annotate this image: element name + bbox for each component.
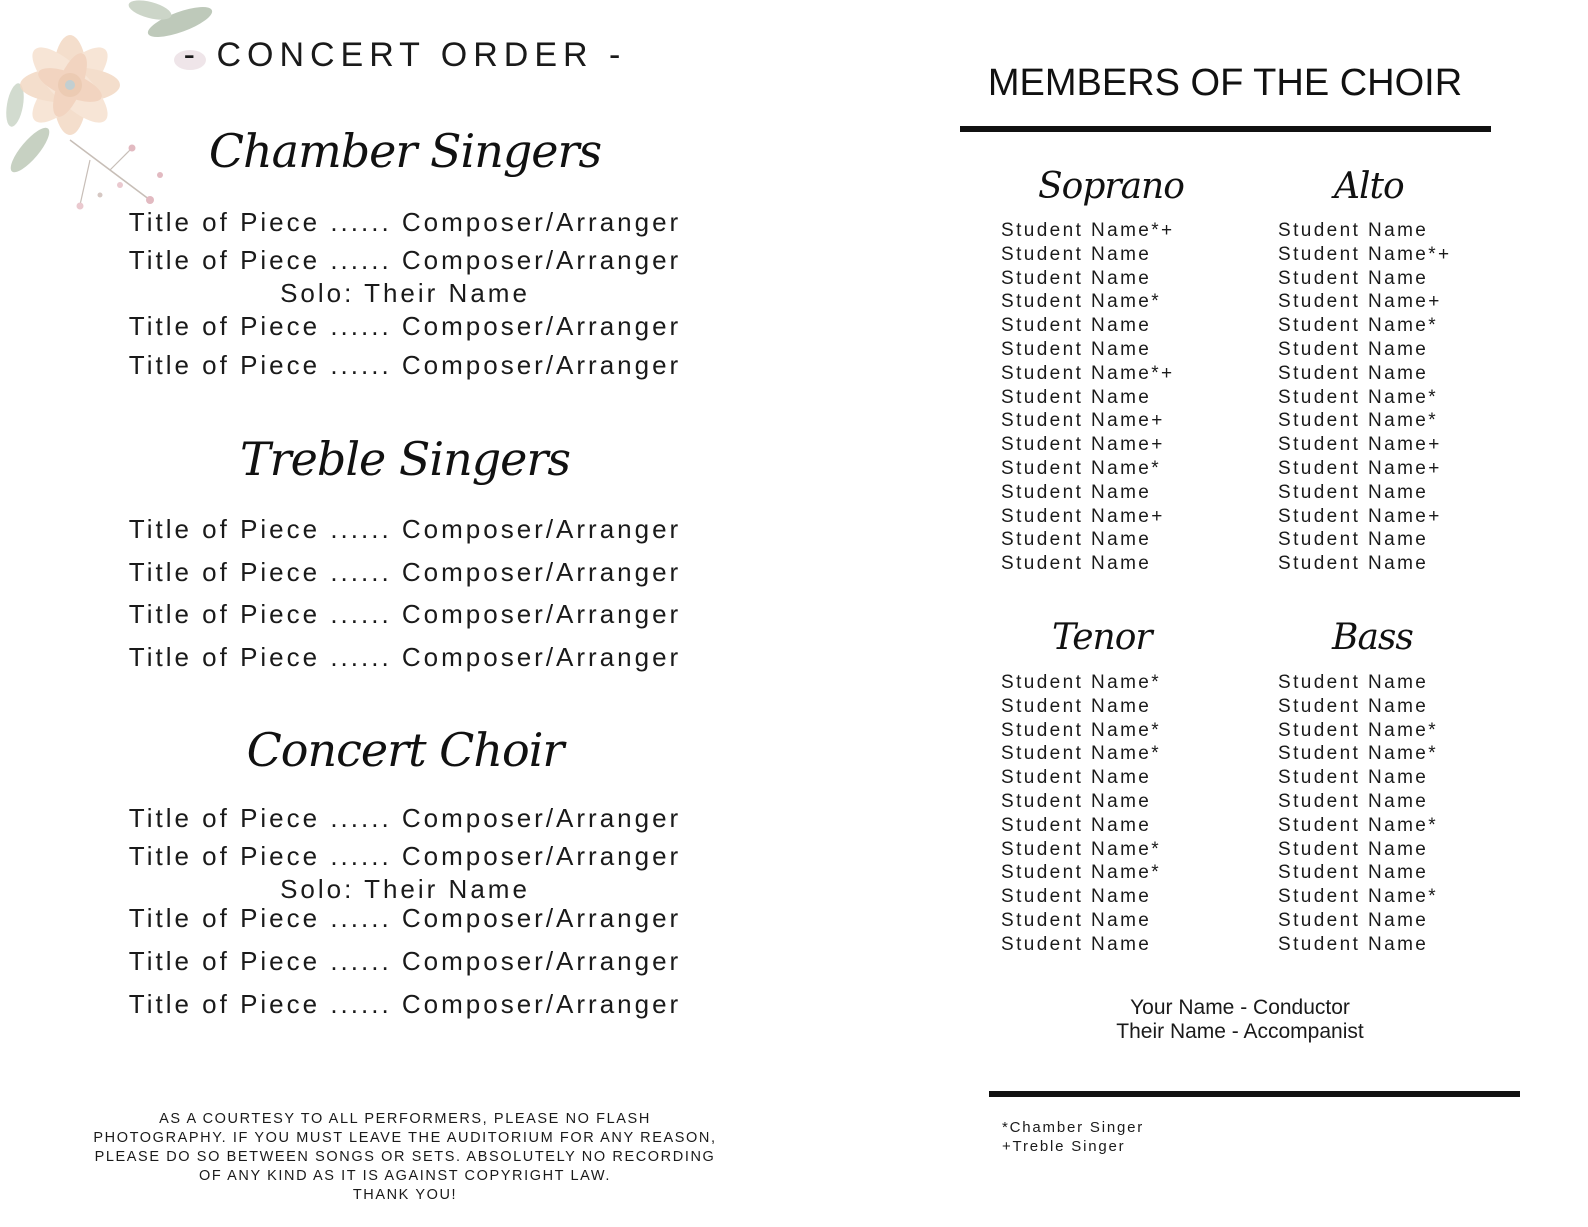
notice-line: THANK YOU! (352, 1187, 458, 1203)
tenor-list (1001, 671, 1161, 957)
section-heading: Treble Singers (239, 432, 570, 486)
student-name: Student Name (1001, 529, 1152, 551)
student-name: Student Name (1001, 315, 1152, 337)
student-name: Student Name (1001, 338, 1152, 360)
student-name: Student Name* (1278, 886, 1439, 908)
voice-heading-bass: Bass (1332, 617, 1413, 658)
student-name: Student Name+ (1001, 434, 1165, 456)
program-item: Title of Piece ...... Composer/Arranger (128, 350, 682, 380)
student-name: Student Name* (1001, 291, 1162, 313)
student-name: Student Name* (1001, 862, 1162, 884)
student-name: Student Name (1001, 909, 1152, 931)
title-divider (960, 126, 1491, 132)
notice-line: OF ANY KIND AS IT IS AGAINST COPYRIGHT LAW. (198, 1168, 612, 1184)
section-chamber-singers (0, 124, 810, 178)
student-name: Student Name+ (1278, 505, 1442, 527)
student-name: Student Name (1001, 553, 1152, 575)
student-name: Student Name (1001, 814, 1152, 836)
student-name: Student Name* (1001, 743, 1162, 765)
student-name: Student Name (1278, 529, 1429, 551)
student-name: Student Name (1278, 267, 1429, 289)
notice-line: PLEASE DO SO BETWEEN SONGS OR SETS. ABSOLUTELY NO RECORDING (94, 1149, 716, 1165)
student-name: Student Name* (1278, 743, 1439, 765)
program-item: Title of Piece ...... Composer/Arranger (128, 207, 682, 237)
student-name: Student Name (1278, 338, 1429, 360)
program-item: Title of Piece ...... Composer/Arranger (128, 642, 682, 672)
program-item: Title of Piece ...... Composer/Arranger (128, 946, 682, 976)
student-name: Student Name* (1001, 672, 1162, 693)
student-name: Student Name (1278, 672, 1429, 693)
student-name: Student Name (1278, 790, 1429, 812)
notice-line: AS A COURTESY TO ALL PERFORMERS, PLEASE NO FLASH (159, 1111, 651, 1127)
student-name: Student Name (1278, 362, 1429, 384)
student-name: Student Name+ (1001, 410, 1165, 432)
student-name: Student Name (1001, 767, 1152, 789)
student-name: Student Name* (1001, 457, 1162, 479)
student-name: Student Name (1001, 790, 1152, 812)
student-name: Student Name (1001, 386, 1152, 408)
section-heading: Chamber Singers (208, 124, 602, 178)
student-name: Student Name (1001, 267, 1152, 289)
program-item: Title of Piece ...... Composer/Arranger (128, 245, 682, 275)
student-name: Student Name (1278, 909, 1429, 931)
program-item: Title of Piece ...... Composer/Arranger (128, 557, 682, 587)
program-item: Title of Piece ...... Composer/Arranger (128, 311, 682, 341)
student-name: Student Name (1278, 695, 1429, 717)
section-treble-singers (0, 432, 810, 486)
program-item: Title of Piece ...... Composer/Arranger (128, 514, 682, 544)
conductor-credit: Your Name - Conductor (1130, 996, 1350, 1019)
members-title: MEMBERS OF THE CHOIR (987, 62, 1463, 104)
program-item: Title of Piece ...... Composer/Arranger (128, 903, 682, 933)
legend (1002, 1118, 1144, 1156)
student-name: Student Name*+ (1001, 362, 1175, 384)
section-heading: Concert Choir (246, 723, 564, 777)
student-name: Student Name (1278, 481, 1429, 503)
voice-heading-tenor: Tenor (1052, 617, 1152, 658)
section-concert-choir (0, 723, 810, 777)
student-name: Student Name (1001, 933, 1152, 955)
student-name: Student Name (1278, 933, 1429, 955)
program-item: Title of Piece ...... Composer/Arranger (128, 841, 682, 871)
legend-treble: +Treble Singer (1002, 1138, 1126, 1155)
footer-divider (989, 1091, 1520, 1097)
staff-credits (1000, 996, 1480, 1044)
accompanist-credit: Their Name - Accompanist (1116, 1020, 1364, 1043)
notice-line: PHOTOGRAPHY. IF YOU MUST LEAVE THE AUDITORIUM FOR ANY REASON, (93, 1130, 717, 1146)
student-name: Student Name*+ (1278, 243, 1452, 265)
voice-heading-soprano: Soprano (1038, 166, 1184, 207)
solo-credit: Solo: Their Name (280, 278, 530, 308)
program-item: Title of Piece ...... Composer/Arranger (128, 599, 682, 629)
soprano-list (1001, 219, 1175, 576)
student-name: Student Name (1001, 481, 1152, 503)
student-name: Student Name* (1278, 315, 1439, 337)
legend-chamber: *Chamber Singer (1002, 1119, 1145, 1136)
student-name: Student Name (1001, 695, 1152, 717)
student-name: Student Name (1278, 553, 1429, 575)
program-item: Title of Piece ...... Composer/Arranger (128, 989, 682, 1019)
voice-heading-alto: Alto (1334, 166, 1404, 207)
student-name: Student Name+ (1278, 457, 1442, 479)
student-name: Student Name*+ (1001, 220, 1175, 241)
courtesy-notice (60, 1110, 750, 1205)
concert-order-title: - CONCERT ORDER - (183, 36, 627, 74)
student-name: Student Name* (1278, 814, 1439, 836)
student-name: Student Name* (1001, 838, 1162, 860)
student-name: Student Name* (1278, 410, 1439, 432)
student-name: Student Name* (1278, 386, 1439, 408)
student-name: Student Name (1001, 243, 1152, 265)
student-name: Student Name* (1278, 719, 1439, 741)
student-name: Student Name+ (1278, 291, 1442, 313)
alto-list (1278, 219, 1452, 576)
student-name: Student Name* (1001, 719, 1162, 741)
student-name: Student Name+ (1001, 505, 1165, 527)
bass-list (1278, 671, 1438, 957)
student-name: Student Name (1001, 886, 1152, 908)
student-name: Student Name (1278, 220, 1429, 241)
program-item: Title of Piece ...... Composer/Arranger (128, 803, 682, 833)
student-name: Student Name+ (1278, 434, 1442, 456)
student-name: Student Name (1278, 767, 1429, 789)
student-name: Student Name (1278, 838, 1429, 860)
student-name: Student Name (1278, 862, 1429, 884)
solo-credit: Solo: Their Name (280, 874, 530, 904)
